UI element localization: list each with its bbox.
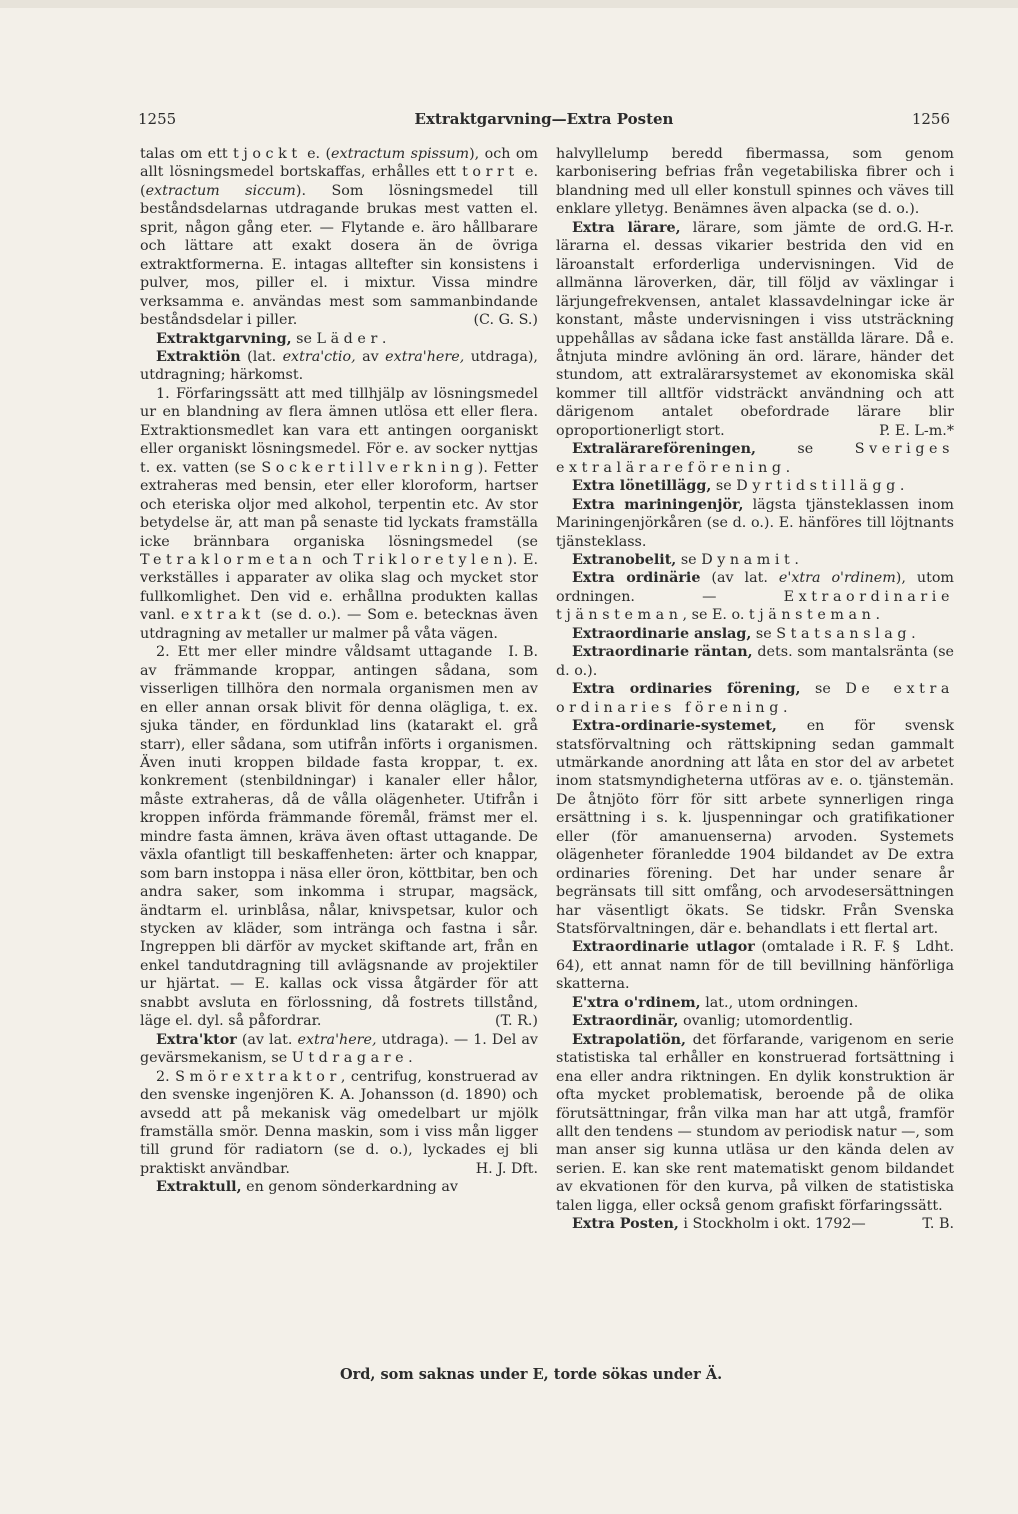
- extraktion-sense-1: 1. Förfaringssätt att med tillhjälp av lösningsmedel ur en blandning av flera ämnen utlösa ett eller flera. Extraktionsmedlet kan vara ett antingen oorganiskt eller organiskt lösningsmedel. För e. av socker nyttjas t. ex. vatten (se Sockertillverkning). Fetter extraheras med bensin, eter eller kloroform, hartser och eteriska oljor med alkohol, terpentin etc. Av stor betydelse är, att man på senaste tid lyckats framställa icke brännbara organiska lösningsmedel (se Tetraklormetan och Trikloretylen). E. verkställes i apparater av olika slag och mycket stor fullkomlighet. Den vid e. erhållna produkten kallas vanl. extrakt (se d. o.). — Som e. betecknas även utdragning av metaller ur malmer på våta vägen. I. B.: [140, 385, 538, 661]
- entry-extraordinarie-rantan: Extraordinarie räntan, dets. som mantalsränta (se d. o.).: [556, 644, 954, 679]
- entry-extra-lonetillagg: Extra lönetillägg, se Dyrtidstillägg.: [572, 478, 905, 495]
- author-signature: I. B.: [508, 644, 538, 661]
- author-signature: H. J. Dft.: [475, 1160, 538, 1177]
- entry-extra-larare: Extra lärare, lärare, som jämte de ord. lärarna el. dessas vikarier bestrida den vid en läroanstalt erforderliga undervisningen. Vid de allmänna läroverken, där, till följd av växlingar i lärjungefrekvensen, antalet klassavdelningar icke är konstant, måste undervisningen i viss utsträckning uppehållas av sådana icke fast anställda lärare. Då e. åtnjuta mindre avlöning än ord. lärare, händer det stundom, att extralärarsystemet av ekonomiska skäl kommer till alltför vidsträckt användning och att därigenom antalet obefordrade lärare blir oproportionerligt stort. P. E. L-m.*: [556, 219, 954, 439]
- author-signature: (C. G. S.): [473, 312, 538, 329]
- entry-extralarareforeningen: Extralärareföreningen, se Sveriges extralärareförening.: [556, 441, 954, 476]
- entry-extraktull-continued: halvyllelump beredd fibermassa, som genom karbonisering befrias från vegetabiliska fibrer och i blandning med ull eller konstull spinnes och väves till enklare ylletyg. Benämnes även alpacka (se d. o.). G. H-r.: [556, 146, 954, 236]
- entry-extra-ordinaries-forening: Extra ordinaries förening, se De extra ordinaries förening.: [556, 681, 954, 716]
- entry-extraktion: Extraktiön (lat. extra'ctio, av extra'here, utdraga), utdragning; härkomst.: [140, 348, 538, 384]
- entry-extra-ordinarie-systemet: Extra-ordinarie-systemet, en för svensk statsförvaltning och rättskipning sedan gammalt utmärkande anordning att låta en stor del av arbetet inom statsmyndigheterna utföras av e. o. tjänstemän. De åtnjöto förr för sitt arbete synnerligen ringa ersättning i s. k. ljuspenningar och gratifikationer eller (för amanuenserna) arvoden. Systemets olägenheter föranledde 1904 bildandet av De extra ordinaries förening. Det har under senare år begränsats till sitt omfång, och arvodesersättningen har väsentligt ökats. Se tidskr. Från Svenska Statsförvaltningen, där e. behandlats i ett flertal art. Ldht.: [556, 718, 954, 956]
- entry-extraordinarie-anslag: Extraordinarie anslag, se Statsanslag.: [572, 625, 916, 642]
- entry-extraordinarie-utlagor: Extraordinarie utlagor (omtalade i R. F. § 64), ett annat namn för de till bevillning hänförliga skatterna.: [556, 939, 954, 993]
- running-title: Extraktgarvning—Extra Posten: [414, 110, 674, 128]
- page-footer-note: Ord, som saknas under E, torde sökas under Ä.: [340, 1366, 723, 1383]
- right-column: [556, 145, 954, 1234]
- page-number-right: 1256: [911, 110, 950, 128]
- page-number-left: 1255: [138, 110, 177, 128]
- entry-extraktull: Extraktull, en genom sönderkardning av: [156, 1179, 458, 1196]
- entry-extra-mariningenjor: Extra mariningenjör, lägsta tjänsteklassen inom Mariningenjörkåren (se d. o.). E. hänföres till löjtnants tjänsteklass.: [556, 496, 954, 550]
- entry-extrapolation: Extrapolatiön, det förfarande, varigenom en serie statistiska tal erhåller en konstruerad fortsättning i ena eller andra riktningen. En dylik konstruktion är ofta mycket problematisk, beroende på de olika förutsättningar, från vilka man har att utgå, framför allt den tendens — stundom av periodisk natur —, som man anser sig kunna utläsa ur den kända delen av serien. E. kan ske rent matematiskt genom bildandet av ekvationen för den kurva, på vilken de statistiska talen ligga, eller också genom grafiskt förfaringssätt. T. B.: [556, 1031, 954, 1233]
- author-signature: P. E. L-m.*: [879, 422, 954, 439]
- author-signature: G. H-r.: [906, 219, 954, 236]
- extraktor-sense-2: 2. Smörextraktor, centrifug, konstruerad av den svenske ingenjören K. A. Johansson (d. 1890) och avsedd att på mekanisk väg omedelbart ur mjölk framställa smör. Denna maskin, som i viss mån ligger till grund för radiatorn (se d. o.), lyckades ej bli praktiskt användbar. H. J. Dft.: [140, 1068, 538, 1177]
- entry-extranobelit: Extranobelit, se Dynamit.: [572, 551, 799, 568]
- entry-extra-ordinarie: Extra ordinärie (av lat. e'xtra o'rdinem), utom ordningen. — Extraordinarie tjänsteman, se E. o. tjänsteman.: [556, 570, 954, 624]
- left-column: [140, 145, 538, 1197]
- entry-extra-ordinem: E'xtra o'rdinem, lat., utom ordningen.: [572, 994, 859, 1011]
- entry-extraktgarvning: Extraktgarvning, se Läder.: [156, 330, 387, 347]
- author-signature: (T. R.): [495, 1013, 538, 1030]
- author-signature: Ldht.: [915, 939, 954, 956]
- author-signature: T. B.: [922, 1216, 954, 1233]
- entry-extrakt-continued: talas om ett tjockt e. (extractum spissum), och om allt lösningsmedel bortskaffas, erhålles ett torrt e. (extractum siccum). Som lösningsmedel till beståndsdelarnas utdragande brukas mest vatten el. sprit, någon gång eter. — Flytande e. äro hållbarare och lättare att exakt dosera än de övriga extraktformerna. E. intagas alltefter sin konsistens i pulver, mos, piller el. i mixtur. Vissa mindre verksamma e. användas mest som sammanbindande beståndsdelar i piller. (C. G. S.): [140, 146, 538, 329]
- entry-extraordinar: Extraordinär, ovanlig; utomordentlig.: [572, 1013, 854, 1030]
- top-border: [0, 0, 1018, 8]
- entry-extraktor: Extra'ktor (av lat. extra'here, utdraga). — 1. Del av gevärsmekanism, se Utdragare.: [140, 1031, 538, 1067]
- extraktion-sense-2: 2. Ett mer eller mindre våldsamt uttagande av främmande kroppar, antingen sådana, som visserligen tillhöra den normala organismen men av en eller annan orsak blivit för denna olägliga, t. ex. sjuka tänder, en fördunklad lins (katarakt el. grå starr), eller sådana, som utifrån införts i organismen. Även inuti kroppen bildade fasta kroppar, t. ex. konkrement (stenbildningar) i kanaler eller hålor, måste extraheras, då de vålla olägenheter. Utifrån i kroppen införda främmande föremål, främst mer el. mindre fasta ämnen, kräva även oftast uttagande. De växla ofantligt till beskaffenheten: ärter och knappar, som barn instoppa i näsa eller öron, köttbitar, ben och andra saker, som inkomma i strupar, magsäck, ändtarm el. urinblåsa, nålar, knivspetsar, kulor och stycken av kläder, som intränga och fastna i sår. Ingreppen bli därför av mycket skiftande art, från en enkel tandutdragning till avlägsnande av projektiler ur hjärtat. — E. kallas ock vissa åtgärder för att snabbt avsluta en förlossning, då fostrets tillstånd, läge el. dyl. så påfordrar. (T. R.): [140, 644, 538, 1030]
- entry-extra-posten: Extra Posten, i Stockholm i okt. 1792—: [572, 1216, 866, 1233]
- page-header: [138, 110, 950, 132]
